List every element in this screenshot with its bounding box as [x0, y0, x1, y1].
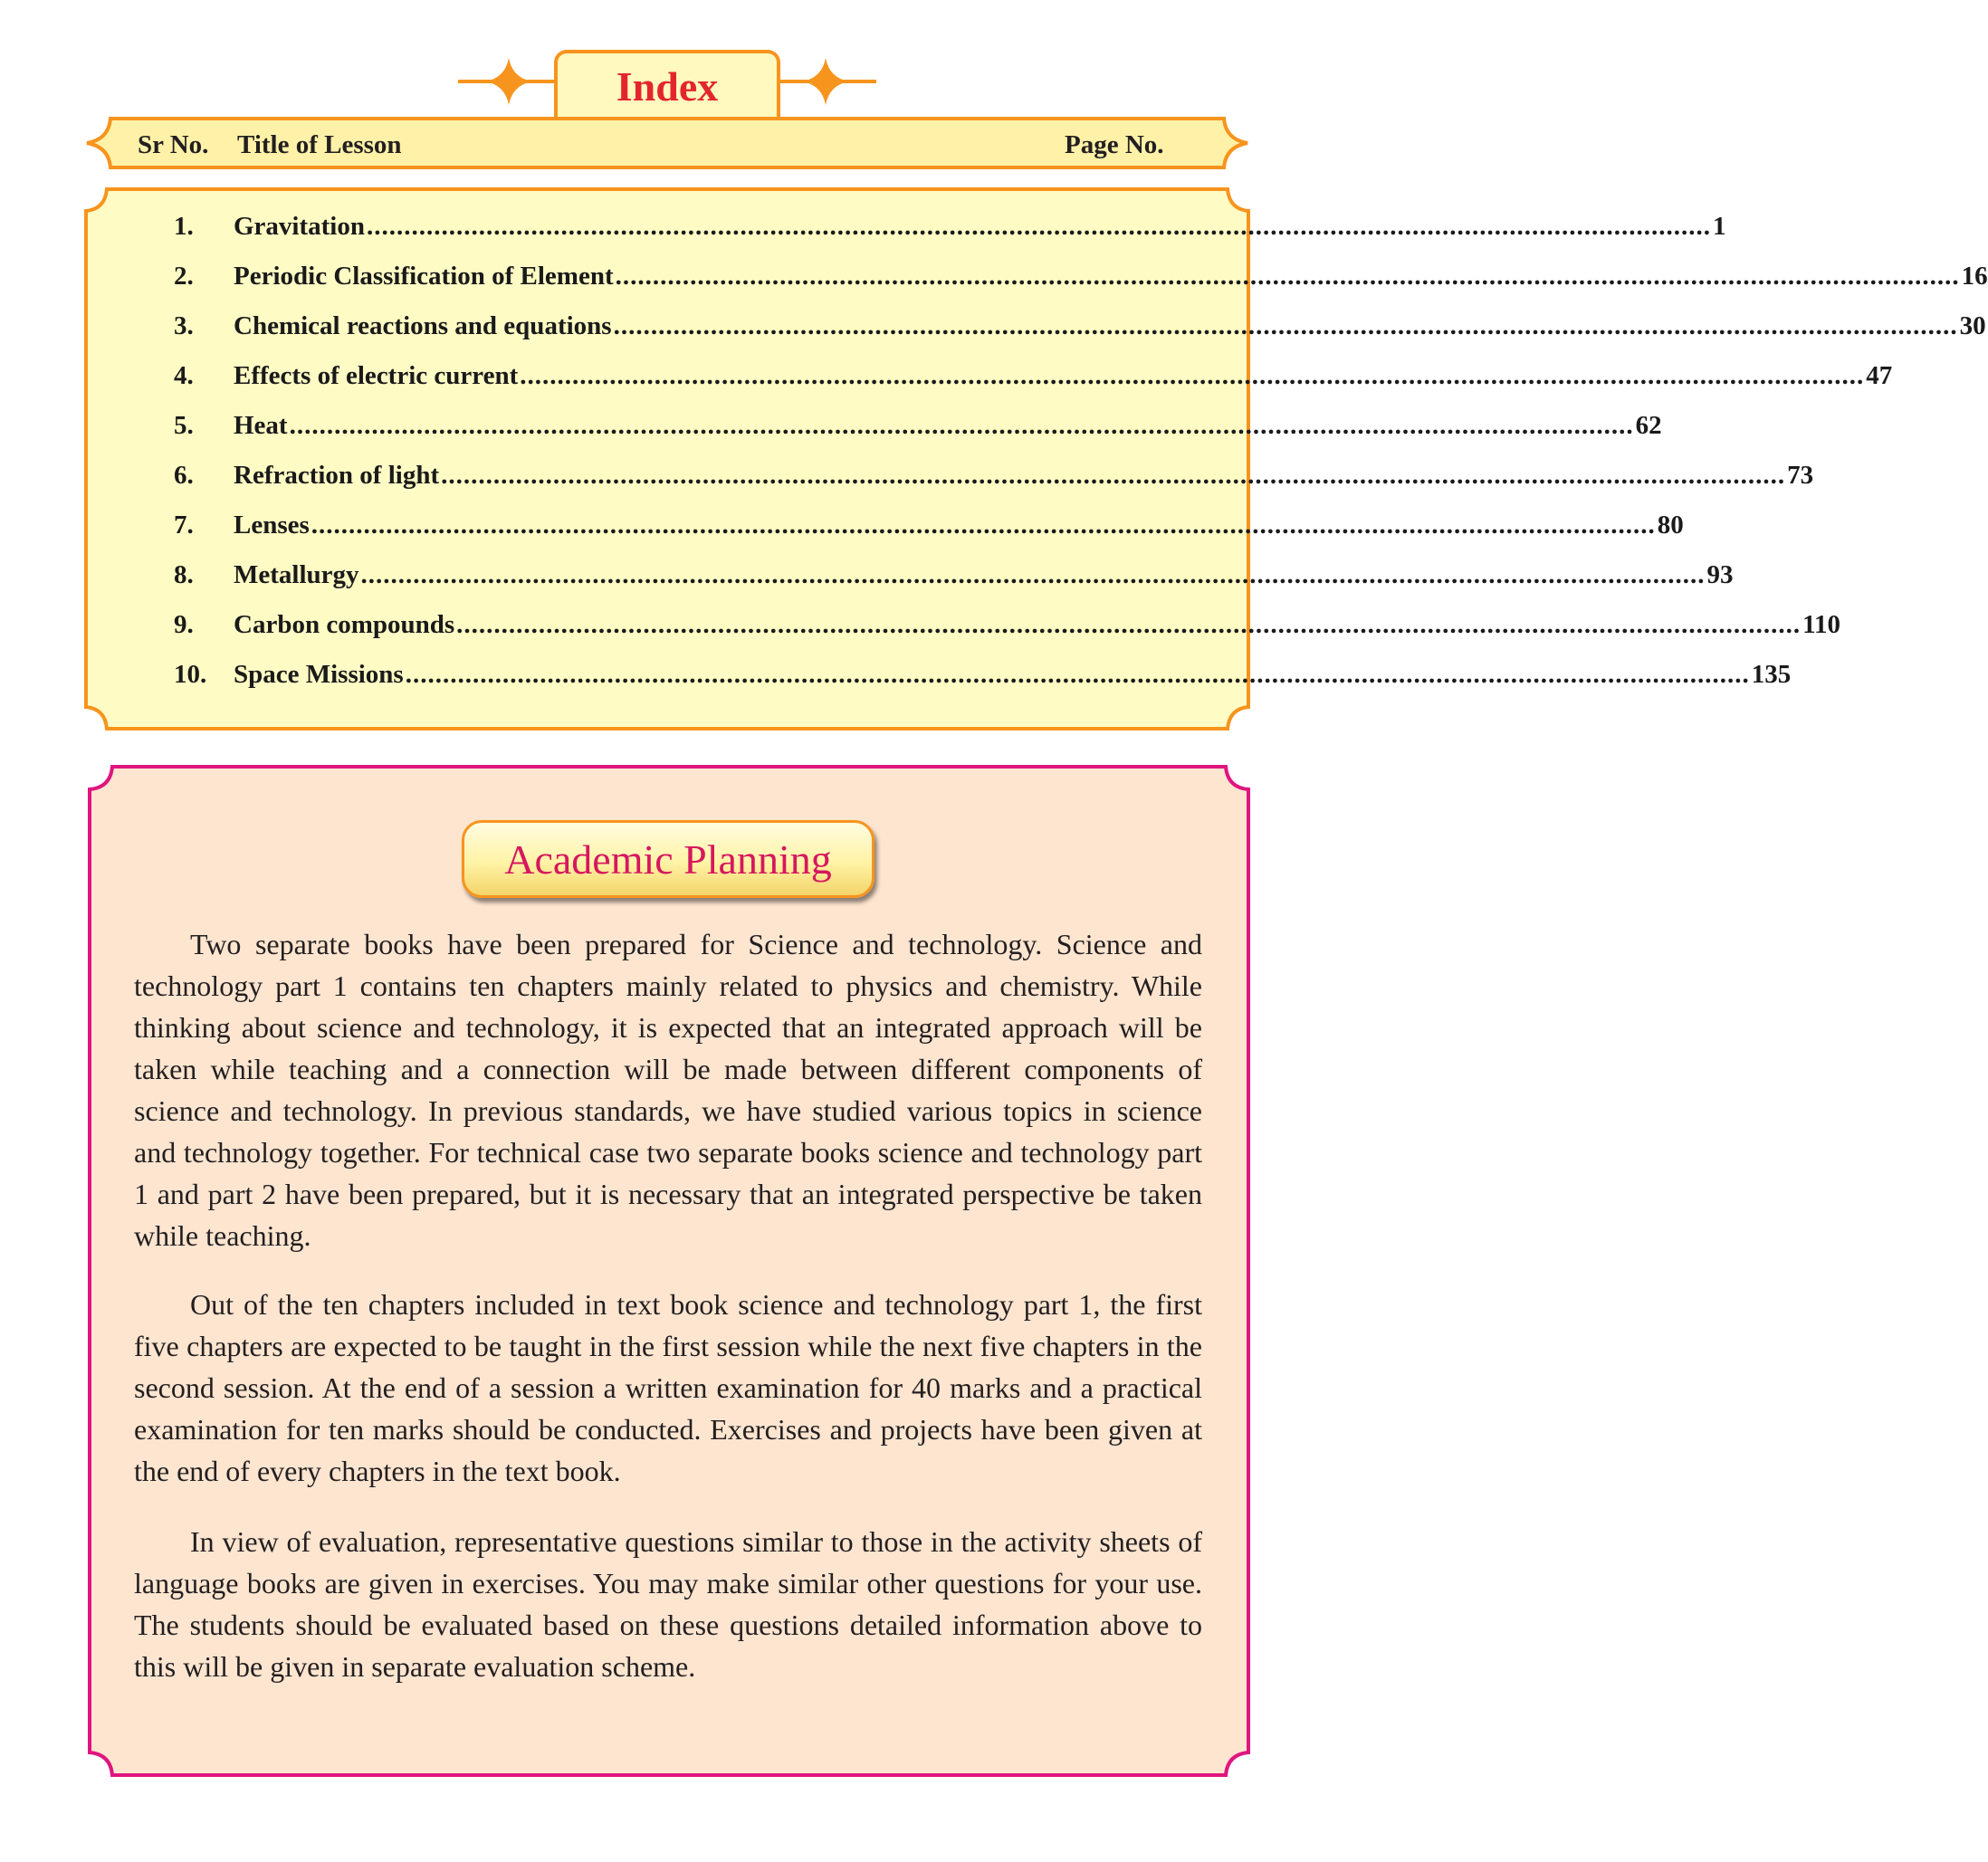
toc-title: Heat: [234, 411, 288, 440]
toc-page-number: 1: [1713, 212, 1726, 241]
toc-title: Carbon compounds: [234, 610, 455, 639]
toc-row: [174, 311, 1986, 348]
toc-title: Periodic Classification of Element: [234, 262, 614, 291]
toc-number: 9.: [174, 610, 194, 639]
toc-leader-dots: ....................................................................................................................................................................................: [289, 411, 1634, 440]
header-sr-no: Sr No.: [138, 130, 209, 159]
toc-page-number: 110: [1802, 610, 1841, 639]
toc-row: [174, 262, 1988, 298]
toc-row: [174, 411, 1662, 447]
toc-row: [174, 461, 1814, 497]
toc-number: 6.: [174, 461, 194, 490]
toc-title: Refraction of light: [234, 461, 440, 490]
toc-page-number: 16: [1961, 262, 1988, 291]
toc-number: 2.: [174, 262, 194, 291]
toc-page-number: 30: [1959, 311, 1986, 340]
toc-row: [174, 610, 1841, 646]
toc-title: Gravitation: [234, 212, 365, 241]
toc-number: 3.: [174, 311, 194, 340]
toc-leader-dots: ....................................................................................................................................................................................: [360, 560, 1706, 589]
toc-number: 5.: [174, 411, 194, 440]
toc-row: [174, 660, 1792, 696]
toc-number: 7.: [174, 511, 194, 540]
planning-paragraph: In view of evaluation, representative questions similar to those in the activity sheets of language books are given in exercises. You may make similar other questions for your use. The students should be evaluated based on these questions detailed information above to this will be given in separate evaluation scheme.: [134, 1525, 1202, 1683]
toc-title: Metallurgy: [234, 560, 359, 589]
toc-leader-dots: ....................................................................................................................................................................................: [456, 610, 1802, 639]
toc-title: Chemical reactions and equations: [234, 311, 612, 340]
toc-number: 8.: [174, 560, 194, 589]
toc-number: 4.: [174, 361, 194, 390]
toc-page-number: 73: [1787, 461, 1814, 490]
toc-row: [174, 361, 1893, 397]
index-title: Index: [616, 62, 719, 110]
toc-page-number: 135: [1751, 660, 1792, 689]
toc-page-number: 80: [1657, 511, 1684, 540]
toc-page-number: 62: [1635, 411, 1662, 440]
header-title-of-lesson: Title of Lesson: [237, 130, 402, 159]
toc-page-number: 47: [1866, 361, 1893, 390]
planning-paragraph: Two separate books have been prepared for Science and technology. Science and technology part 1 contains ten chapters mainly related to physics and chemistry. While thinking about science and technology, it is expected that an integrated approach will be taken while teaching and a connection will be made between different components of science and technology. In previous standards, we have studied various topics in science and technology together. For technical case two separate books science and technology part 1 and part 2 have been prepared, but it is necessary that an integrated perspective be taken while teaching.: [134, 928, 1202, 1252]
left-star-ornament: [453, 53, 554, 110]
planning-paragraph: Out of the ten chapters included in text book science and technology part 1, the first five chapters are expected to be taught in the first session while the next five chapters in the second session. At the end of a session a written examination for 40 marks and a practical examination for ten marks should be conducted. Exercises and projects have been given at the end of every chapters in the text book.: [134, 1288, 1202, 1487]
toc-leader-dots: ....................................................................................................................................................................................: [405, 660, 1750, 689]
index-header-ribbon: [83, 116, 1251, 170]
academic-planning-title: Academic Planning: [504, 836, 832, 883]
academic-planning-heading: [462, 820, 875, 898]
toc-title: Lenses: [234, 511, 310, 540]
toc-leader-dots: ....................................................................................................................................................................................: [615, 262, 1960, 291]
toc-row: [174, 560, 1734, 597]
toc-title: Space Missions: [234, 660, 404, 689]
right-star-ornament: [780, 53, 882, 110]
toc-leader-dots: ....................................................................................................................................................................................: [520, 361, 1865, 390]
toc-leader-dots: ....................................................................................................................................................................................: [441, 461, 1786, 490]
toc-number: 10.: [174, 660, 207, 689]
toc-row: [174, 511, 1684, 547]
toc-page-number: 93: [1706, 560, 1734, 589]
toc-title: Effects of electric current: [234, 361, 519, 390]
toc-leader-dots: ....................................................................................................................................................................................: [367, 212, 1711, 241]
index-title-tab: [554, 50, 780, 119]
header-page-no: Page No.: [1065, 130, 1164, 159]
index-table: [83, 186, 1988, 731]
toc-leader-dots: ....................................................................................................................................................................................: [613, 311, 1958, 340]
toc-leader-dots: ....................................................................................................................................................................................: [311, 511, 1656, 540]
toc-row: [174, 212, 1726, 248]
toc-number: 1.: [174, 212, 194, 241]
